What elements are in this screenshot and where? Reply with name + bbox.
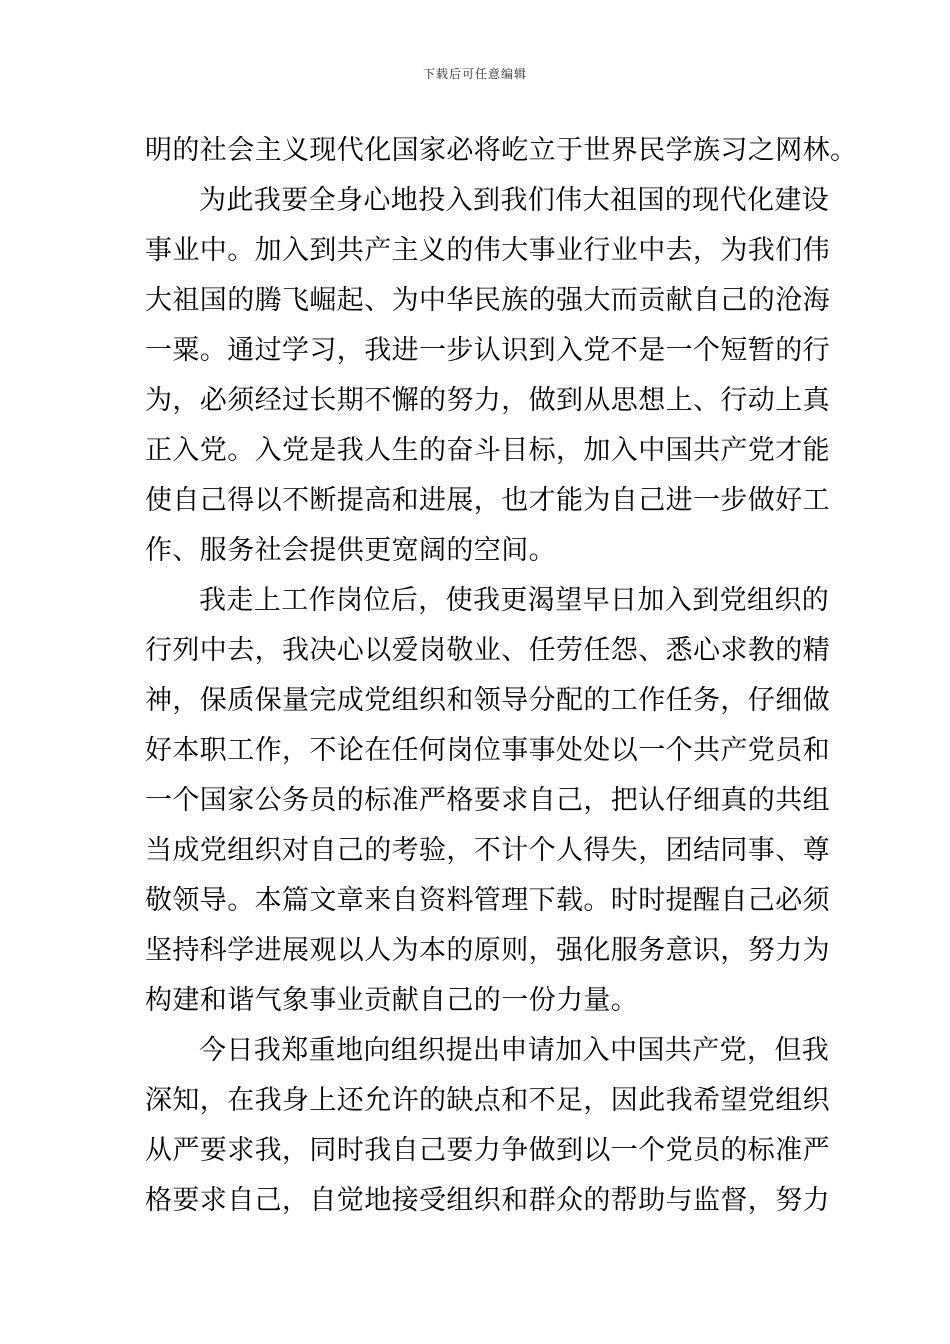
text-line: 构建和谐气象事业贡献自己的一份力量。: [145, 985, 639, 1016]
text-line: 行列中去，我决心以爱岗敬业、任劳任怨、悉心求教的精: [145, 635, 830, 666]
text-line: 好本职工作，不论在任何岗位事事处处以一个共产党员和: [145, 735, 830, 766]
text-line: 作、服务社会提供更宽阔的空间。: [145, 535, 556, 566]
text-line: 格要求自己，自觉地接受组织和群众的帮助与监督，努力: [145, 1185, 830, 1216]
text-line: 一个国家公务员的标准严格要求自己，把认仔细真的共组: [145, 785, 830, 816]
paragraph-first-line: 今日我郑重地向组织提出申请加入中国共产党，但我: [199, 1035, 830, 1066]
text-line: 深知，在我身上还允许的缺点和不足，因此我希望党组织: [145, 1085, 830, 1116]
document-body: [145, 126, 858, 1226]
text-line: 当成党组织对自己的考验，不计个人得失，团结同事、尊: [145, 835, 830, 866]
text-line: 使自己得以不断提高和进展，也才能为自己进一步做好工: [145, 485, 830, 516]
text-line: 大祖国的腾飞崛起、为中华民族的强大而贡献自己的沧海: [145, 285, 830, 316]
text-line: 从严要求我，同时我自己要力争做到以一个党员的标准严: [145, 1135, 830, 1166]
text-line: 一粟。通过学习，我进一步认识到入党不是一个短暂的行: [145, 335, 830, 366]
text-line: 事业中。加入到共产主义的伟大事业行业中去，为我们伟: [145, 235, 830, 266]
paragraph-first-line: 我走上工作岗位后，使我更渴望早日加入到党组织的: [199, 585, 830, 616]
text-line: 明的社会主义现代化国家必将屹立于世界民学族习之网林。: [145, 135, 858, 166]
text-line: 敬领导。本篇文章来自资料管理下载。时时提醒自己必须: [145, 885, 830, 916]
text-line: 正入党。入党是我人生的奋斗目标，加入中国共产党才能: [145, 435, 830, 466]
text-line: 坚持科学进展观以人为本的原则，强化服务意识，努力为: [145, 935, 830, 966]
paragraph-first-line: 为此我要全身心地投入到我们伟大祖国的现代化建设: [199, 185, 830, 216]
page-header: 下载后可任意编辑: [422, 67, 527, 81]
text-line: 为，必须经过长期不懈的努力，做到从思想上、行动上真: [145, 385, 830, 416]
text-line: 神，保质保量完成党组织和领导分配的工作任务，仔细做: [145, 685, 830, 716]
